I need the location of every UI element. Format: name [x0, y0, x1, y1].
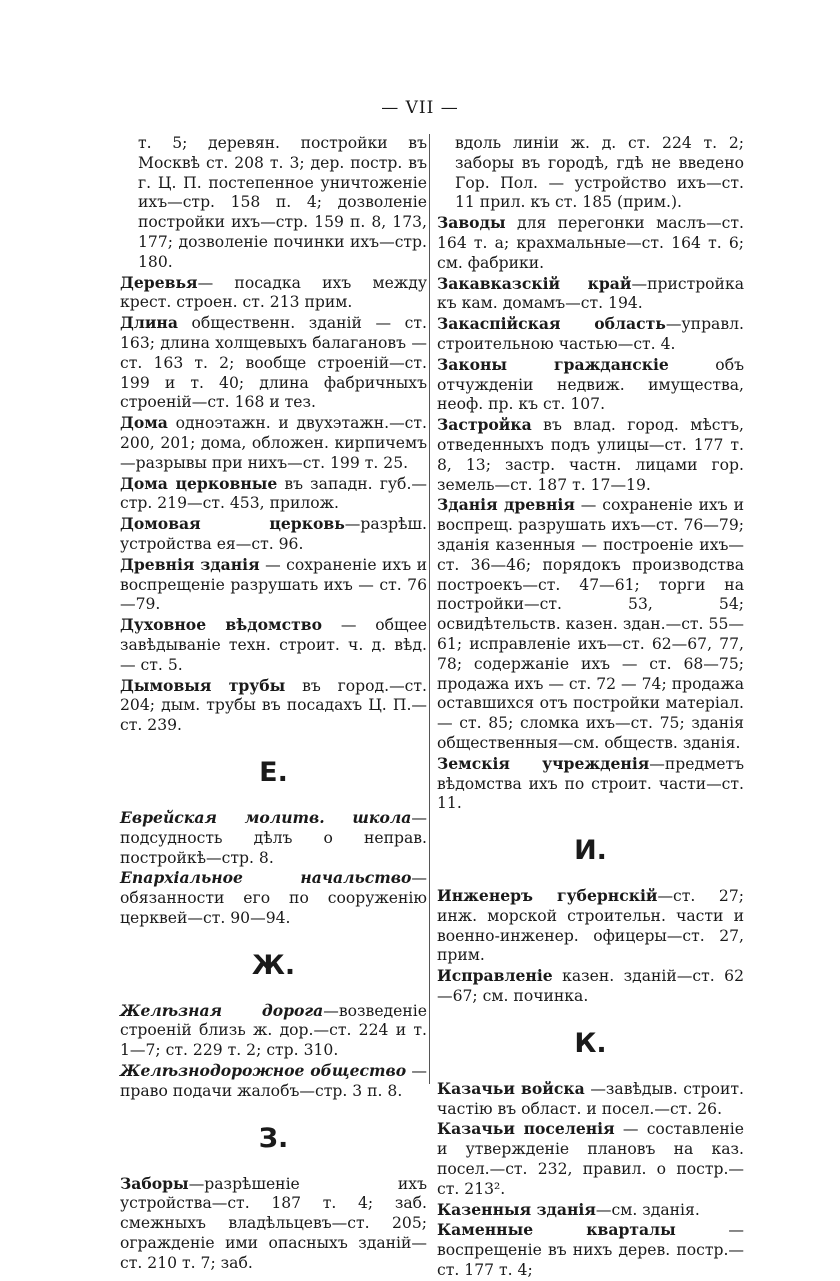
entry-headword: Инженеръ губернскій	[437, 886, 658, 906]
index-entry	[102, 868, 427, 928]
entry-text: объ отчужденіи недвиж. имущества, неоф. пр. къ ст. 107.	[437, 355, 744, 414]
entry-headword: Домовая церковь	[120, 514, 345, 534]
entry-headword: Дома	[120, 413, 168, 433]
index-entry	[419, 274, 744, 315]
index-entry	[419, 1079, 744, 1120]
entry-headword: Казачьи войска	[437, 1078, 585, 1098]
entry-text: —см. зданія.	[595, 1200, 700, 1219]
entry-text: — сохраненіе ихъ и воспрещеніе разрушать ихъ — ст. 76—79.	[120, 555, 427, 614]
left-column	[120, 134, 427, 1274]
section-letter-z: З.	[258, 1122, 289, 1154]
entry-text: —предметъ вѣдомства ихъ по строит. части—ст. 11.	[437, 754, 744, 813]
entry-headword: Закаспійская область	[437, 314, 666, 334]
index-entry	[419, 1220, 744, 1280]
entry-text: т. 5; деревян. постройки въ Москвѣ ст. 208 т. 3; дер. постр. въ г. Ц. П. постепенное уничтоженіе ихъ—стр. 158 п. 4; дозволеніе постройки ихъ—стр. 159 п. 8, 173, 177; дозволеніе починки ихъ—стр. 180.	[138, 134, 427, 271]
index-entry	[102, 1061, 427, 1102]
entry-headword: Зданія древнія	[437, 495, 575, 515]
index-entry	[102, 514, 427, 555]
entry-text: —возведеніе строеній близь ж. дор.—ст. 224 и т. 1—7; ст. 229 т. 2; стр. 310.	[120, 1001, 427, 1060]
page-number: — VII —	[381, 98, 459, 118]
entry-text: —завѣдыв. строит. частію въ област. и посел.—ст. 26.	[437, 1079, 744, 1118]
entry-text: — посадка ихъ между крест. строен. ст. 213 прим.	[120, 273, 427, 312]
entry-headword: Земскія учрежденія	[437, 753, 650, 773]
entry-headword: Дымовыя трубы	[120, 675, 286, 695]
index-entry	[102, 474, 427, 515]
entry-headword: Каменные кварталы	[437, 1220, 676, 1240]
entry-text: казен. зданій—ст. 62—67; см. починка.	[437, 967, 744, 1006]
entry-text: —ст. 27; инж. морской строительн. части и военно-инженер. офицеры—ст. 27, прим.	[437, 887, 744, 965]
entry-headword: Закавказскій край	[437, 273, 632, 293]
entry-headword: Еврейская молитв. школа	[120, 807, 412, 827]
index-entry	[102, 808, 427, 868]
index-entry	[102, 555, 427, 615]
entry-text: для перегонки маслъ—ст. 164 т. а; крахмальные—ст. 164 т. 6; см. фабрики.	[437, 214, 744, 272]
index-entry	[419, 754, 744, 814]
entry-headword: Дома церковные	[120, 473, 278, 493]
entry-text: —пристройка къ кам. домамъ—ст. 194.	[437, 274, 744, 313]
entry-headword: Желѣзнодорожное общество	[120, 1061, 407, 1081]
entry-text: —разрѣш. устройства ея—ст. 96.	[120, 515, 427, 553]
index-entry	[419, 213, 744, 273]
index-entry	[102, 615, 427, 675]
entry-headword: Епархіальное начальство	[120, 868, 412, 888]
entry-text: — общее завѣдываніе техн. строит. ч. д. вѣд. — ст. 5.	[120, 616, 427, 674]
entry-text: — право подачи жалобъ—стр. 3 п. 8.	[120, 1062, 427, 1100]
entry-headword: Духовное вѣдомство	[120, 615, 322, 635]
index-entry	[102, 676, 427, 736]
entry-headword: Казенныя зданія	[437, 1199, 596, 1219]
entry-text: одноэтажн. и двухэтажн.—ст. 200, 201; дома, обложен. кирпичемъ—разрывы при нихъ—ст. 199 т. 25.	[120, 414, 427, 472]
entry-text: —управл. строительною частью—ст. 4.	[437, 315, 744, 353]
entry-text: общественн. зданій — ст. 163; длина холщевыхъ балагановъ — ст. 163 т. 2; вообще строеній—ст. 199 и т. 40; длина фабричныхъ строеній—ст. 168 и тез.	[120, 314, 427, 412]
index-entry	[419, 966, 744, 1007]
section-letter-k: К.	[574, 1027, 607, 1059]
section-letter-e: Е.	[259, 756, 288, 788]
entry-text: въ город.—ст. 204; дым. трубы въ посадахъ Ц. П.—ст. 239.	[120, 676, 427, 735]
entry-headword: Исправленіе	[437, 966, 553, 986]
entry-text: —разрѣшеніе ихъ устройства—ст. 187 т. 4; заб. смежныхъ владѣльцевъ—ст. 205; огражденіе ими опасныхъ зданій—ст. 210 т. 7; заб.	[120, 1174, 427, 1272]
entry-headword: Древнія зданія	[120, 554, 260, 574]
index-entry	[419, 886, 744, 966]
index-entry	[437, 134, 744, 213]
entry-headword: Заводы	[437, 213, 506, 233]
index-entry	[102, 273, 427, 314]
section-letter-zh: Ж.	[251, 949, 296, 981]
index-entry	[419, 314, 744, 355]
entry-text: въ западн. губ.—стр. 219—ст. 453, прилож.	[120, 474, 427, 513]
index-entry	[419, 355, 744, 415]
index-entry	[102, 1001, 427, 1061]
index-entry	[120, 134, 427, 273]
entry-headword: Казачьи поселенія	[437, 1119, 615, 1139]
entry-headword: Заборы	[120, 1173, 189, 1193]
index-entry	[419, 495, 744, 753]
entry-text: въ влад. город. мѣстъ, отведенныхъ подъ улицы—ст. 177 т. 8, 13; застр. частн. лицами гор. земель—ст. 187 т. 17—19.	[437, 416, 744, 494]
index-entry	[419, 415, 744, 495]
entry-headword: Длина	[120, 313, 178, 333]
entry-headword: Деревья	[120, 272, 198, 292]
entry-headword: Застройка	[437, 415, 532, 435]
entry-text: —обязанности его по сооруженію церквей—ст. 90—94.	[120, 869, 427, 927]
entry-headword: Желѣзная дорога	[120, 1000, 324, 1020]
index-entry	[419, 1200, 744, 1221]
index-entry	[102, 313, 427, 413]
entry-text: вдоль линіи ж. д. ст. 224 т. 2; заборы въ городѣ, гдѣ не введено Гор. Пол. — устройство ихъ—ст. 11 прил. къ ст. 185 (прим.).	[455, 134, 744, 212]
entry-headword: Законы гражданскіе	[437, 354, 669, 374]
entry-text: — воспрещеніе въ нихъ дерев. постр.—ст. 177 т. 4;	[437, 1221, 744, 1280]
entry-text: — составленіе и утвержденіе плановъ на каз. посел.—ст. 232, правил. о постр.— ст. 213².	[437, 1120, 744, 1198]
entry-text: — сохраненіе ихъ и воспрещ. разрушать ихъ—ст. 76—79; зданія казенныя — построеніе ихъ—ст. 36—46; порядокъ производства построекъ—ст. 47—61; торги на постройки—ст. 53, 54; освидѣтельств. казен. здан.—ст. 55—61; исправленіе ихъ—ст. 62—67, 77, 78; содержаніе ихъ — ст. 68—75; продажа ихъ — ст. 72 — 74; продажа оставшихся отъ постройки матеріал. — ст. 85; сломка ихъ—ст. 75; зданія общественныя—см. обществ. зданія.	[437, 496, 744, 752]
index-entry	[102, 413, 427, 473]
index-entry	[102, 1174, 427, 1274]
right-column	[437, 134, 744, 1281]
entry-text: —подсудность дѣлъ о неправ. постройкѣ—стр. 8.	[120, 808, 427, 867]
index-entry	[419, 1119, 744, 1199]
section-letter-i: И.	[574, 835, 607, 867]
